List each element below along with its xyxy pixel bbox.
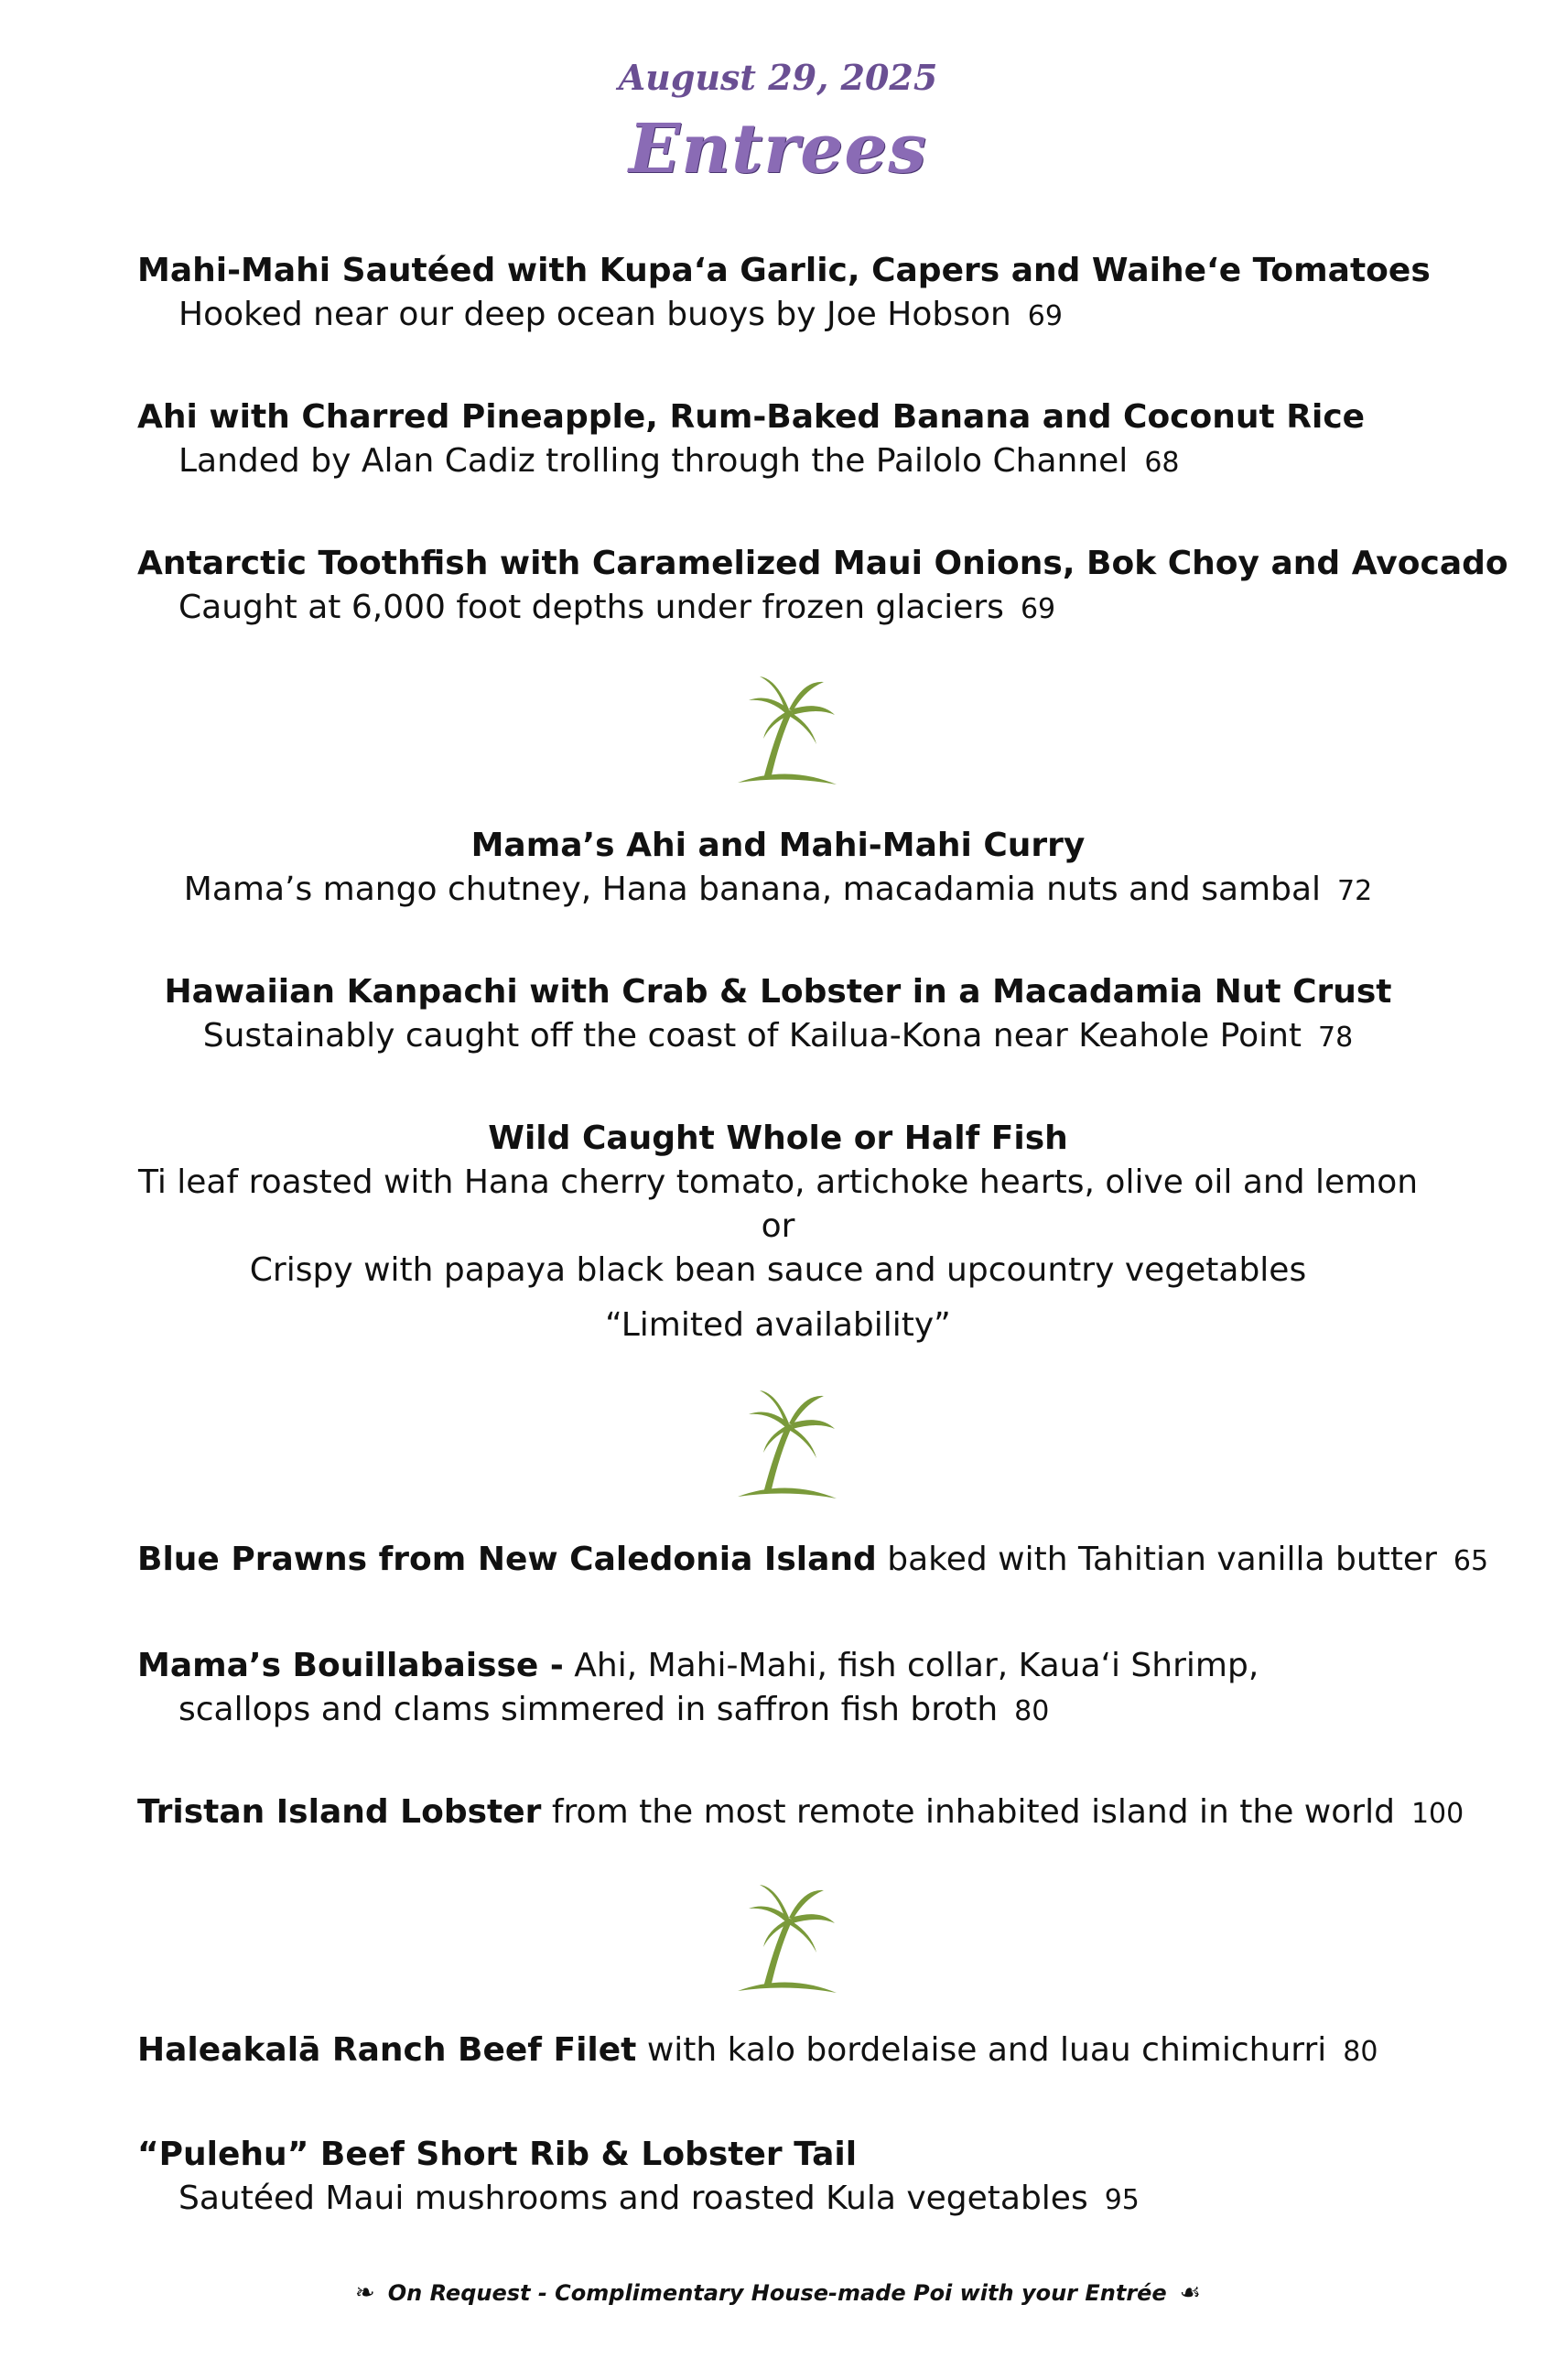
menu-item <box>137 1790 1464 1836</box>
palm-tree-icon <box>732 673 842 792</box>
footer-text: On Request - Complimentary House-made Poi with your Entrée <box>387 2280 1167 2306</box>
menu-date: August 29, 2025 <box>618 57 938 98</box>
item-name: Ahi with Charred Pineapple, Rum-Baked Banana and Coconut Rice <box>137 398 1366 436</box>
ornament-left-icon: ❧ <box>354 2279 375 2307</box>
item-price: 100 <box>1410 1798 1464 1830</box>
item-name: Wild Caught Whole or Half Fish <box>488 1120 1068 1157</box>
menu-item <box>137 1644 1259 1734</box>
item-description: Sustainably caught off the coast of Kailua-Kona near Keahole Point <box>202 1017 1302 1055</box>
palm-tree-icon <box>732 1881 842 2000</box>
item-price: 69 <box>1027 300 1063 332</box>
item-price: 80 <box>1014 1695 1050 1727</box>
item-note: “Limited availability” <box>605 1306 951 1344</box>
item-description: scallops and clams simmered in saffron fish broth <box>178 1691 999 1728</box>
menu-item <box>0 824 1556 914</box>
item-name: Hawaiian Kanpachi with Crab & Lobster in a Macadamia Nut Crust <box>164 973 1392 1011</box>
menu-item <box>0 970 1556 1060</box>
item-description: Caught at 6,000 foot depths under frozen glaciers <box>178 589 1004 626</box>
menu-item <box>0 1117 1556 1347</box>
palm-tree-icon <box>732 1387 842 1506</box>
menu-item <box>137 395 1365 485</box>
item-name: “Pulehu” Beef Short Rib & Lobster Tail <box>137 2136 858 2173</box>
item-price: 69 <box>1020 593 1056 625</box>
ornament-right-icon: ☙ <box>1179 2279 1202 2307</box>
item-price: 68 <box>1144 447 1180 479</box>
menu-item <box>137 249 1431 339</box>
menu-item <box>137 2133 1140 2223</box>
item-name: Haleakalā Ranch Beef Filet <box>137 2031 637 2069</box>
item-name: Mahi-Mahi Sautéed with Kupa‘a Garlic, Capers and Waihe‘e Tomatoes <box>137 252 1431 289</box>
item-price: 72 <box>1337 875 1373 907</box>
menu-item <box>137 542 1508 632</box>
menu-item <box>137 1538 1488 1584</box>
item-description: Ti leaf roasted with Hana cherry tomato, artichoke hearts, olive oil and lemon <box>137 1163 1419 1201</box>
item-price: 80 <box>1343 2036 1378 2068</box>
footer-note <box>0 2279 1556 2307</box>
item-name: Mama’s Bouillabaisse - <box>137 1647 564 1684</box>
item-name: Mama’s Ahi and Mahi-Mahi Curry <box>470 827 1086 864</box>
item-price: 65 <box>1453 1545 1489 1577</box>
item-description: Sautéed Maui mushrooms and roasted Kula vegetables <box>178 2180 1088 2217</box>
item-description: from the most remote inhabited island in the world <box>551 1793 1395 1831</box>
item-name: Tristan Island Lobster <box>137 1793 542 1831</box>
item-or: or <box>761 1207 795 1245</box>
menu-item <box>137 2028 1378 2074</box>
item-description: baked with Tahitian vanilla butter <box>887 1541 1437 1578</box>
item-price: 78 <box>1318 1022 1354 1054</box>
item-price: 95 <box>1104 2184 1140 2216</box>
item-description: Hooked near our deep ocean buoys by Joe Hobson <box>178 296 1011 333</box>
item-description: Ahi, Mahi-Mahi, fish collar, Kaua‘i Shrimp, <box>574 1647 1259 1684</box>
item-description: Landed by Alan Cadiz trolling through the Pailolo Channel <box>178 442 1129 480</box>
item-description: Crispy with papaya black bean sauce and upcountry vegetables <box>249 1251 1307 1289</box>
item-description: Mama’s mango chutney, Hana banana, macadamia nuts and sambal <box>183 871 1322 908</box>
item-name: Antarctic Toothfish with Caramelized Maui Onions, Bok Choy and Avocado <box>137 545 1508 582</box>
item-name: Blue Prawns from New Caledonia Island <box>137 1541 877 1578</box>
page-title: Entrees <box>628 110 928 189</box>
item-description: with kalo bordelaise and luau chimichurri <box>646 2031 1327 2069</box>
